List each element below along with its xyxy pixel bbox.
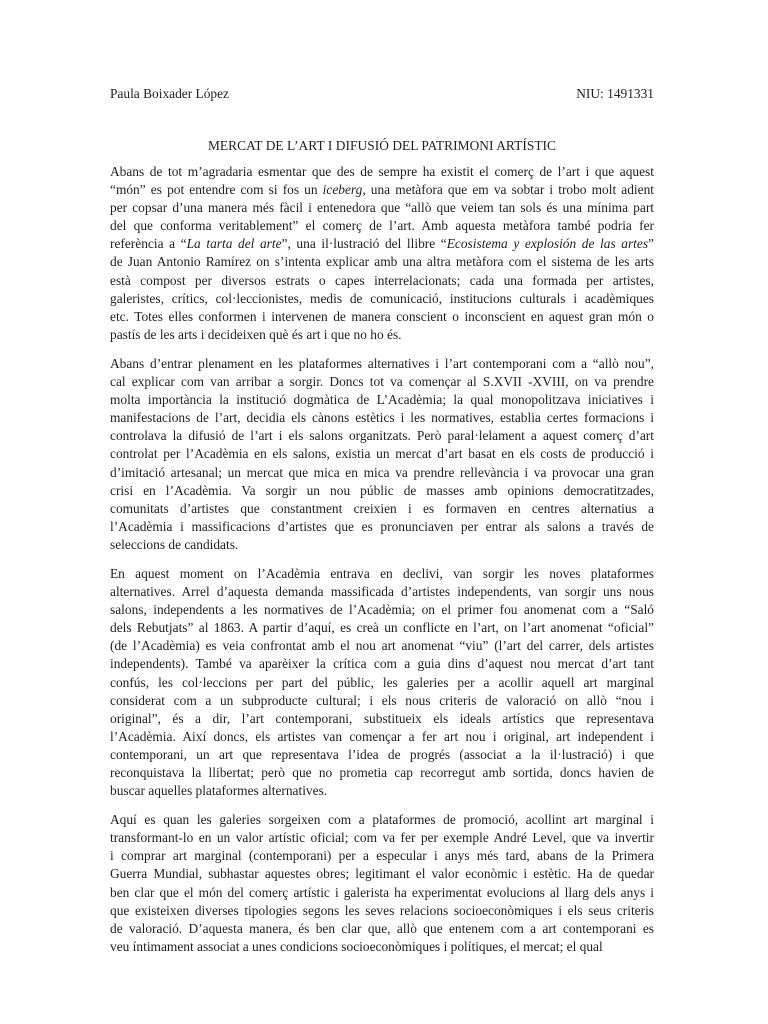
text-line: referència a “La tarta del arte”, una il·lustració del llibre “Ecosistema y explosión de las artes” [110, 236, 654, 252]
text-line: galeristes, crítics, col·leccionistes, medis de comunicació, institucions culturals i acadèmiques [110, 290, 654, 306]
text-line: original”, és a dir, l’art contemporani, substitueix els ideals artístics que representava [110, 710, 654, 726]
text-line: veu íntimament associat a unes condicions socioeconòmiques i polítiques, el mercat; el qual [110, 938, 603, 954]
text-line: Abans d’entrar plenament en les plataformes alternatives i l’art contemporani com a “allò nou”, [110, 355, 654, 371]
document-title: MERCAT DE L’ART I DIFUSIÓ DEL PATRIMONI ARTÍSTIC [207, 138, 557, 153]
text-line: seleccions de candidats. [110, 536, 239, 552]
paragraph [110, 565, 654, 800]
text-line: Aquí es quan les galeries sorgeixen com a plataformes de promoció, acollint art marginal i [110, 812, 654, 828]
author-name: Paula Boixader López [110, 86, 229, 101]
text-line: pastís de les arts i decideixen què és art i que no ho és. [110, 326, 402, 342]
text-line: contemporani, un art que representava l’idea de progrés (associat a la il·lustració) i que [110, 746, 654, 762]
paragraph [110, 811, 654, 956]
text-line: confús, les col·leccions per part del públic, les galeries per a acollir aquell art marginal [110, 674, 654, 690]
text-line: considerat com a un subproducte cultural; i els nous criteris de valoració on allò “nou i [110, 692, 654, 708]
text-line: manifestacions de l’art, decidia els cànons estètics i les normatives, establia certes formacions i [110, 410, 654, 426]
text-line: ben clar que el món del comerç artístic i galerista ha experimentat evolucions al llarg dels anys i [110, 884, 654, 900]
italic-term: Ecosistema y explosión de las artes [446, 236, 649, 252]
text-line: l’Acadèmia. Així doncs, els artistes van començar a fer art nou i original, art independent i [110, 728, 654, 744]
text-line: Guerra Mundial, subhastar aquestes obres; legitimant el valor econòmic i estètic. Ha de quedar [110, 866, 654, 882]
text-line: i comprar art marginal (contemporani) per a especular i anys més tard, abans de la Primera [110, 848, 654, 864]
text-line: per copsar d’una manera més fàcil i entenedora que “allò que veiem tan sols és una mínima part [110, 200, 654, 216]
text-line: del que conforma veritablement” el comerç de l’art. Amb aquesta metàfora també podria fer [110, 218, 654, 234]
italic-term: iceberg [322, 182, 363, 198]
paragraph [110, 163, 654, 344]
text-line: l’Acadèmia i massificacions d’artistes que es pronunciaven per entrar als salons a través de [110, 518, 654, 534]
text-line: buscar aquelles plataformes alternatives. [110, 783, 328, 799]
text-line: etc. Totes elles conformen i intervenen de manera conscient o inconscient en aquest gran món o [110, 308, 654, 324]
text-line: salons, independents a les normatives de l’Acadèmia; on el primer fou anomenat com a “Saló [110, 602, 654, 618]
text-line: cal explicar com van arribar a sorgir. Doncs tot va començar al S.XVII -XVIII, on va prendre [110, 374, 654, 390]
italic-term: La tarta del arte [186, 236, 282, 252]
text-line: alternatives. Arrel d’aquesta demanda massificada d’artistes independents, van sorgir uns nous [110, 584, 654, 600]
text-line: (de l’Acadèmia) es veia confrontat amb el nou art anomenat “viu” (l’art del carrer, dels artistes [110, 638, 654, 654]
text-line: de Juan Antonio Ramírez on s’intenta explicar amb una altra metàfora com el sistema de les arts [110, 254, 654, 270]
text-line: reconquistava la llibertat; però que no prometia cap recorregut amb sortida, doncs havien de [110, 765, 654, 780]
text-line: independents). També va aparèixer la crítica com a guia dins d’aquest nou mercat d’art tant [110, 656, 654, 672]
text-line: molta importància la institució dogmàtica de L’Acadèmia; la qual monopolitzava iniciatives i [110, 392, 654, 408]
text-line: transformant-lo en un valor artístic oficial; com va fer per exemple André Level, que va invertir [110, 830, 654, 846]
text-line: controlava la difusió de l’art i els salons organitzats. Però paral·lelament a aquest comerç d’art [110, 428, 654, 444]
text-line: controlat per l’Acadèmia en els salons, existia un mercat d’art basat en els costs de producció i [110, 446, 654, 462]
text-line: que existeixen diverses tipologies segons les seves relacions socioeconòmiques i els seus criteris [110, 902, 654, 918]
text-line: Abans de tot m’agradaria esmentar que des de sempre ha existit el comerç de l’art i que aquest [110, 164, 654, 179]
text-line: de valoració. D’aquesta manera, és ben clar que, allò que entenem com a art contemporani es [110, 920, 654, 936]
paragraph [110, 355, 654, 554]
text-line: En aquest moment on l’Acadèmia entrava en declivi, van sorgir les noves plataformes [110, 565, 654, 581]
text-line: crisi en l’Acadèmia. Va sorgir un nou públic de masses amb opinions democratitzades, [110, 482, 654, 498]
text-line: “món” es pot entendre com si fos un iceberg, una metàfora que em va sobtar i trobo molt adient [110, 182, 654, 198]
text-line: comunitats d’artistes que constantment creixien i es formaven en centres alternatius a [110, 500, 654, 516]
text-line: d’imitació artesanal; un mercat que mica en mica va prendre rellevància i va provocar una gran [110, 464, 654, 480]
student-id: NIU: 1491331 [576, 86, 654, 101]
text-line: dels Rebutjats” al 1863. A partir d’aquí, es creà un conflicte en l’art, on l’art anomenat “oficial” [110, 620, 654, 636]
document-body [110, 163, 654, 967]
text-line: està compost per diversos estrats o capes interrelacionats; cada una formada per artistes, [110, 272, 654, 288]
